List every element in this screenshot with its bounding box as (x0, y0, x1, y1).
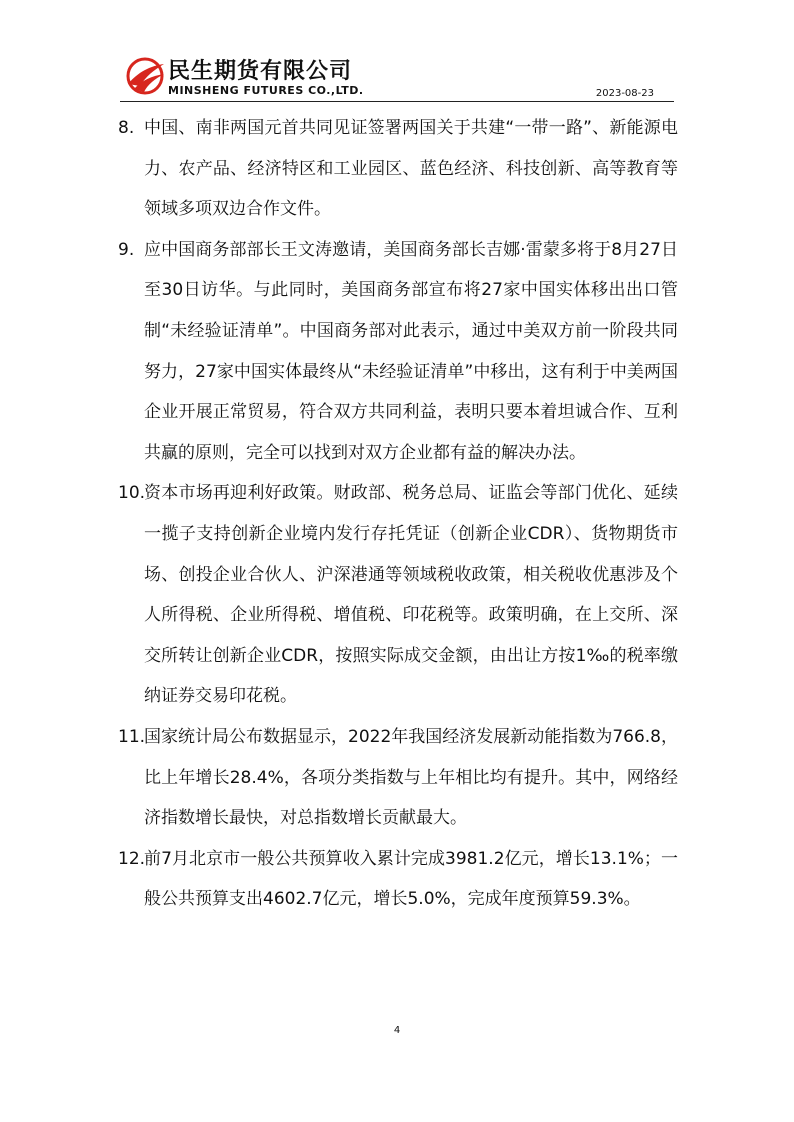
list-item-12 (118, 839, 678, 920)
page-header (120, 52, 674, 102)
page-number: 4 (393, 1025, 401, 1036)
news-list (118, 108, 678, 920)
item-number: 11. (118, 726, 146, 747)
item-number: 8. (118, 118, 135, 138)
item-text: 应中国商务部部长王文涛邀请，美国商务部长吉娜·雷蒙多将于8月27日至30日访华。与此同时，美国商务部宣布将27家中国实体移出出口管制“未经验证清单”。中国商务部对此表示，通过中美双方前一阶段共同努力，27家中国实体最终从“未经验证清单”中移出，这有利于中美两国企业开展正常贸易，符合双方共同利益，表明只要本着坦诚合作、互利共赢的原则，完全可以找到对双方企业都有益的解决办法。 (144, 239, 678, 463)
minsheng-logo-icon (124, 56, 166, 96)
item-number: 12. (118, 848, 146, 869)
company-name-en: MINSHENG FUTURES CO.,LTD. (168, 84, 364, 97)
list-item-8 (118, 108, 678, 230)
item-number: 9. (118, 239, 135, 260)
item-number: 10. (118, 483, 146, 504)
list-item-11 (118, 717, 678, 839)
header-divider (120, 101, 674, 102)
item-text: 中国、南非两国元首共同见证签署两国关于共建“一带一路”、新能源电力、农产品、经济特区和工业园区、蓝色经济、科技创新、高等教育等领域多项双边合作文件。 (144, 118, 678, 220)
item-text: 前7月北京市一般公共预算收入累计完成3981.2亿元，增长13.1%；一般公共预算支出4602.7亿元，增长5.0%，完成年度预算59.3%。 (144, 848, 678, 910)
list-item-10 (118, 473, 678, 717)
report-date: 2023-08-23 (595, 88, 654, 99)
list-item-9 (118, 230, 678, 474)
item-text: 资本市场再迎利好政策。财政部、税务总局、证监会等部门优化、延续一揽子支持创新企业境内发行存托凭证（创新企业CDR）、货物期货市场、创投企业合伙人、沪深港通等领域税收政策，相关税收优惠涉及个人所得税、企业所得税、增值税、印花税等。政策明确，在上交所、深交所转让创新企业CDR，按照实际成交金额，由出让方按1‰的税率缴纳证券交易印花税。 (144, 483, 678, 707)
company-name-cn: 民生期货有限公司 (168, 59, 353, 84)
item-text: 国家统计局公布数据显示，2022年我国经济发展新动能指数为766.8，比上年增长28.4%，各项分类指数与上年相比均有提升。其中，网络经济指数增长最快，对总指数增长贡献最大。 (144, 726, 678, 829)
